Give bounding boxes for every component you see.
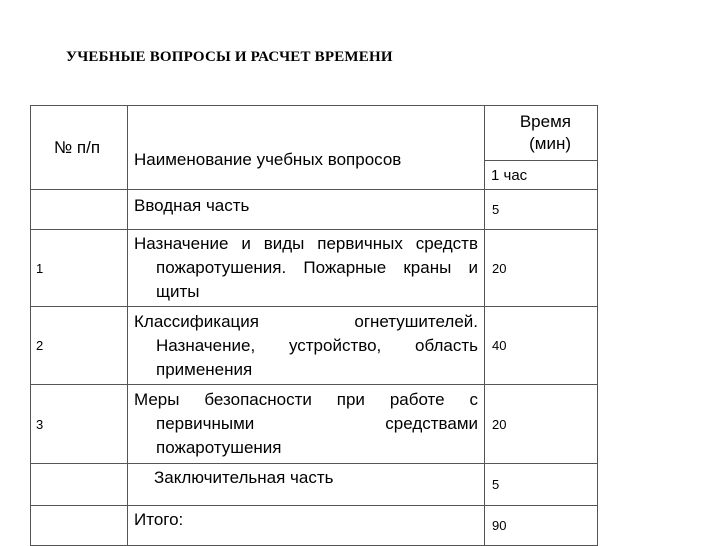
study-questions-table [30,105,598,546]
table-row [31,230,598,307]
row-name [128,307,485,385]
total-time: 90 [485,506,598,546]
intro-name: Вводная часть [128,190,485,230]
total-name: Итого: [128,506,485,546]
intro-num [31,190,128,230]
row-name [128,385,485,464]
table-row-closing [31,464,598,506]
row-num: 2 [31,307,128,385]
table-row-intro [31,190,598,230]
header-unit: 1 час [485,161,598,190]
header-time [485,106,598,161]
row-name-text: Назначение и виды первичных средств пожаротушения. Пожарные краны и щиты [134,234,478,301]
header-row [31,106,598,161]
closing-name: Заключительная часть [128,464,485,506]
row-time: 20 [485,230,598,307]
table-row [31,307,598,385]
intro-time: 5 [485,190,598,230]
row-num: 1 [31,230,128,307]
row-time: 40 [485,307,598,385]
table-row [31,385,598,464]
closing-num [31,464,128,506]
row-name [128,230,485,307]
row-name-text: Классификация огнетушителей. Назначение, устройство, область применения [134,311,478,379]
row-name-text: Меры безопасности при работе с первичными средствами пожаротушения [134,390,478,457]
page-title: УЧЕБНЫЕ ВОПРОСЫ И РАСЧЕТ ВРЕМЕНИ [66,49,393,65]
header-time-unit: (мин) [529,134,571,153]
row-num: 3 [31,385,128,464]
row-time: 20 [485,385,598,464]
header-num: № п/п [31,106,128,190]
closing-time: 5 [485,464,598,506]
header-time-label: Время [519,112,571,131]
header-name: Наименование учебных вопросов [128,106,485,190]
